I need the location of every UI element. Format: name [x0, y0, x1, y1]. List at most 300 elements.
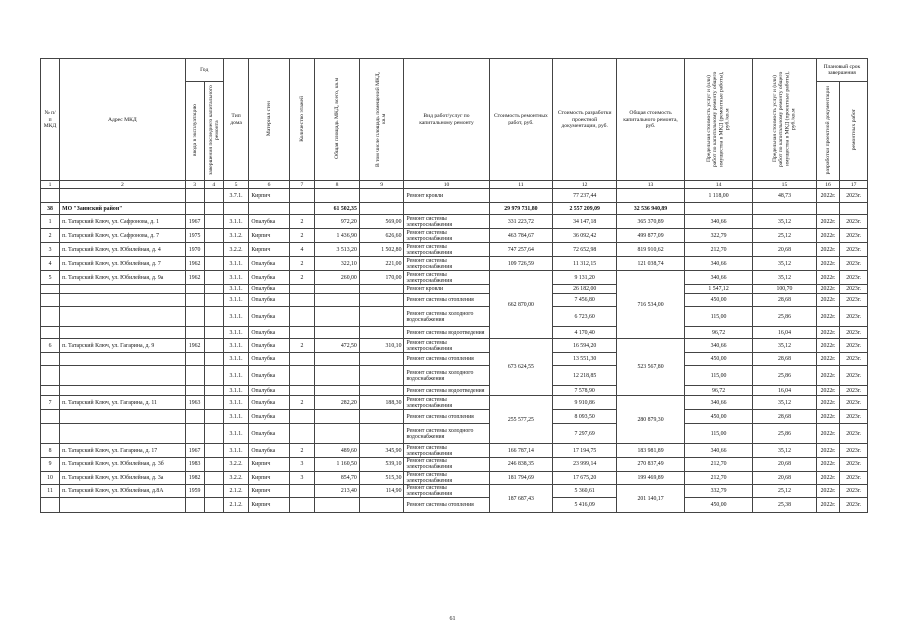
cell-work-type: Ремонт системы электроснабжения	[404, 485, 489, 498]
col-number: 10	[404, 181, 489, 189]
cell-term-design: 2022г.	[816, 485, 839, 498]
cell-design-cost: 12 218,85	[553, 366, 617, 386]
cell-walls: Кирпич	[249, 189, 289, 203]
cell-premises-area: 515,30	[359, 471, 404, 484]
cell-type: 2.1.2.	[223, 498, 249, 513]
cell-limit-design: 20,68	[753, 458, 817, 471]
cell-term-design: 2022г.	[816, 498, 839, 513]
cell-limit-repair: 340,66	[685, 271, 753, 285]
table-row	[41, 444, 868, 458]
cell-floors	[289, 424, 315, 444]
cell-work-type: Ремонт системы электроснабжения	[404, 444, 489, 458]
cell-year-repair	[204, 243, 223, 257]
cell-limit-repair: 115,00	[685, 307, 753, 327]
cell-num: 38	[41, 203, 60, 215]
cell-type: 3.1.1.	[223, 396, 249, 410]
cell-work-type: Ремонт системы отопления	[404, 353, 489, 366]
cell-floors	[289, 366, 315, 386]
cell-type: 3.1.1.	[223, 424, 249, 444]
cell-premises-area	[359, 353, 404, 366]
cell-design-cost: 72 652,98	[553, 243, 617, 257]
cell-total-cost: 499 877,09	[617, 229, 685, 243]
cell-num	[41, 498, 60, 513]
cell-term-repair	[840, 203, 868, 215]
table-row	[41, 257, 868, 271]
cell-type: 3.1.1.	[223, 307, 249, 327]
cell-limit-design: 35,12	[753, 339, 817, 353]
cell-work-cost: 747 257,64	[489, 243, 553, 257]
cell-year-repair	[204, 215, 223, 229]
cell-work-type	[404, 203, 489, 215]
cell-year-built: 1982	[185, 471, 204, 484]
header-term-repair: ремонтных работ	[850, 109, 857, 151]
cell-year-built	[185, 285, 204, 294]
cell-type: 3.1.1.	[223, 366, 249, 386]
cell-term-repair: 2023г.	[840, 444, 868, 458]
header-limit-repair: Предельная стоимость услуг и (или) работ по капитальному ремонту общего имущества в МКД (ремонтные работы), руб./кв.м	[706, 70, 731, 167]
cell-limit-repair: 340,66	[685, 396, 753, 410]
cell-term-design: 2022г.	[816, 353, 839, 366]
cell-work-cost: 331 223,72	[489, 215, 553, 229]
table-row	[41, 327, 868, 339]
cell-limit-design: 28,68	[753, 410, 817, 424]
cell-year-built	[185, 386, 204, 396]
cell-term-repair: 2023г.	[840, 339, 868, 353]
col-number: 16	[816, 181, 839, 189]
cell-type: 2.1.2.	[223, 485, 249, 498]
cell-walls: Опалубка	[249, 215, 289, 229]
cell-floors: 2	[289, 215, 315, 229]
cell-floors: 2	[289, 396, 315, 410]
cell-num: 6	[41, 339, 60, 353]
cell-walls: Опалубка	[249, 353, 289, 366]
cell-design-cost: 7 456,80	[553, 294, 617, 307]
cell-work-cost: 463 784,67	[489, 229, 553, 243]
cell-year-built	[185, 307, 204, 327]
cell-walls: Опалубка	[249, 257, 289, 271]
cell-year-built: 1963	[185, 396, 204, 410]
cell-address: п. Татарский Ключ, ул. Юбилейная, д. 7	[60, 257, 185, 271]
cell-limit-repair: 96,72	[685, 327, 753, 339]
cell-year-built	[185, 498, 204, 513]
cell-year-repair	[204, 271, 223, 285]
cell-term-design: 2022г.	[816, 366, 839, 386]
cell-total-area	[315, 353, 360, 366]
table-row	[41, 189, 868, 203]
cell-total-area: 213,40	[315, 485, 360, 498]
cell-total-cost: 199 469,89	[617, 471, 685, 484]
cell-num	[41, 294, 60, 307]
cell-limit-design: 25,38	[753, 498, 817, 513]
cell-floors: 3	[289, 471, 315, 484]
cell-premises-area	[359, 203, 404, 215]
cell-num	[41, 366, 60, 386]
cell-work-type: Ремонт системы отопления	[404, 498, 489, 513]
cell-limit-repair: 212,70	[685, 458, 753, 471]
header-walls: Материал стен	[265, 100, 272, 137]
cell-address	[60, 353, 185, 366]
cell-floors: 3	[289, 458, 315, 471]
cell-premises-area: 170,00	[359, 271, 404, 285]
cell-walls	[249, 203, 289, 215]
cell-limit-design: 25,86	[753, 424, 817, 444]
cell-term-repair: 2023г.	[840, 327, 868, 339]
cell-type: 3.1.1.	[223, 271, 249, 285]
cell-design-cost: 77 237,44	[553, 189, 617, 203]
cell-design-cost: 11 312,15	[553, 257, 617, 271]
cell-design-cost: 36 092,42	[553, 229, 617, 243]
cell-limit-design: 20,68	[753, 243, 817, 257]
col-number: 5	[223, 181, 249, 189]
cell-floors	[289, 386, 315, 396]
cell-design-cost: 17 675,20	[553, 471, 617, 484]
cell-total-cost: 365 370,89	[617, 215, 685, 229]
cell-design-cost: 5 416,09	[553, 498, 617, 513]
cell-total-area: 260,00	[315, 271, 360, 285]
cell-year-repair	[204, 257, 223, 271]
cell-total-cost: 183 981,89	[617, 444, 685, 458]
cell-term-repair: 2023г.	[840, 458, 868, 471]
cell-term-repair: 2023г.	[840, 271, 868, 285]
cell-work-type: Ремонт кровли	[404, 189, 489, 203]
cell-floors: 2	[289, 229, 315, 243]
cell-premises-area: 539,10	[359, 458, 404, 471]
cell-address: п. Татарский Ключ, ул. Юбилейная, д.8А	[60, 485, 185, 498]
cell-work-type: Ремонт системы отопления	[404, 410, 489, 424]
repair-register-table	[40, 58, 868, 513]
cell-limit-design: 35,12	[753, 444, 817, 458]
cell-type: 3.1.1.	[223, 410, 249, 424]
cell-address	[60, 386, 185, 396]
cell-num	[41, 353, 60, 366]
cell-term-design: 2022г.	[816, 386, 839, 396]
cell-design-cost: 9 910,86	[553, 396, 617, 410]
cell-design-cost: 34 147,18	[553, 215, 617, 229]
cell-type: 3.2.2.	[223, 458, 249, 471]
cell-year-repair	[204, 485, 223, 498]
cell-address	[60, 307, 185, 327]
register-body	[41, 189, 868, 513]
cell-num: 10	[41, 471, 60, 484]
header-work-type: Вид работ/услуг по капитальному ремонту	[404, 59, 489, 181]
cell-limit-repair: 115,00	[685, 366, 753, 386]
header-row-top	[41, 59, 868, 82]
cell-walls: Кирпич	[249, 458, 289, 471]
cell-limit-repair: 340,66	[685, 215, 753, 229]
cell-term-repair: 2023г.	[840, 243, 868, 257]
cell-limit-design: 20,68	[753, 471, 817, 484]
cell-address: п. Татарский Ключ, ул. Сафронова, д. 7	[60, 229, 185, 243]
cell-work-cost: 187 687,43	[489, 485, 553, 513]
cell-address	[60, 189, 185, 203]
cell-total-area: 472,50	[315, 339, 360, 353]
cell-num: 8	[41, 444, 60, 458]
cell-year-repair	[204, 353, 223, 366]
col-number: 3	[185, 181, 204, 189]
cell-term-design: 2022г.	[816, 189, 839, 203]
cell-address: п. Татарский Ключ, ул. Гагарина, д. 11	[60, 396, 185, 410]
cell-work-cost: 109 726,59	[489, 257, 553, 271]
cell-total-area: 972,20	[315, 215, 360, 229]
table-row	[41, 485, 868, 498]
table-row	[41, 498, 868, 513]
cell-premises-area	[359, 498, 404, 513]
header-last-repair: завершения последнего капитального ремонта	[207, 85, 220, 175]
cell-address: п. Татарский Ключ, ул. Юбилейная, д. 4	[60, 243, 185, 257]
cell-work-cost: 181 794,69	[489, 471, 553, 484]
header-work-cost: Стоимость ремонтных работ, руб.	[489, 59, 553, 181]
cell-floors	[289, 498, 315, 513]
cell-year-built: 1962	[185, 271, 204, 285]
cell-walls: Опалубка	[249, 396, 289, 410]
cell-type: 3.2.2.	[223, 243, 249, 257]
cell-walls: Опалубка	[249, 424, 289, 444]
cell-term-repair: 2023г.	[840, 307, 868, 327]
cell-total-area	[315, 498, 360, 513]
cell-premises-area	[359, 307, 404, 327]
header-premises-area: В том числе площадь помещений МКД, кв.м	[375, 70, 388, 167]
cell-term-repair: 2023г.	[840, 471, 868, 484]
cell-total-area	[315, 366, 360, 386]
cell-year-built	[185, 353, 204, 366]
cell-type: 3.1.1.	[223, 353, 249, 366]
cell-premises-area: 1 502,80	[359, 243, 404, 257]
cell-work-type: Ремонт системы электроснабжения	[404, 458, 489, 471]
cell-walls: Кирпич	[249, 485, 289, 498]
cell-num: 3	[41, 243, 60, 257]
cell-limit-repair: 115,00	[685, 424, 753, 444]
table-row	[41, 410, 868, 424]
cell-work-type: Ремонт кровли	[404, 285, 489, 294]
cell-limit-design: 25,12	[753, 229, 817, 243]
cell-floors: 4	[289, 243, 315, 257]
cell-term-design: 2022г.	[816, 424, 839, 444]
cell-work-type: Ремонт системы электроснабжения	[404, 339, 489, 353]
cell-work-type: Ремонт системы холодного водоснабжения	[404, 424, 489, 444]
cell-floors: 2	[289, 257, 315, 271]
cell-floors	[289, 203, 315, 215]
cell-work-type: Ремонт системы электроснабжения	[404, 271, 489, 285]
cell-design-cost: 23 999,14	[553, 458, 617, 471]
cell-total-area: 61 502,35	[315, 203, 360, 215]
cell-total-area: 322,10	[315, 257, 360, 271]
cell-work-type: Ремонт системы отопления	[404, 294, 489, 307]
cell-num	[41, 424, 60, 444]
cell-year-built	[185, 424, 204, 444]
table-row	[41, 386, 868, 396]
cell-year-repair	[204, 229, 223, 243]
cell-term-design: 2022г.	[816, 327, 839, 339]
cell-year-repair	[204, 444, 223, 458]
cell-limit-design: 28,68	[753, 353, 817, 366]
cell-floors	[289, 294, 315, 307]
cell-address: п. Татарский Ключ, ул. Юбилейная, д. 3а	[60, 471, 185, 484]
register-sheet	[40, 58, 868, 513]
cell-term-design: 2022г.	[816, 410, 839, 424]
cell-work-cost: 662 870,00	[489, 271, 553, 339]
header-limit-design: Предельная стоимость услуг и (или) работ по капитальному ремонту общего имущества в МКД (проектные работы), руб./кв.м	[772, 70, 797, 167]
cell-work-type: Ремонт системы водоотведения	[404, 327, 489, 339]
cell-total-area: 854,70	[315, 471, 360, 484]
col-number: 7	[289, 181, 315, 189]
cell-year-repair	[204, 471, 223, 484]
table-row	[41, 353, 868, 366]
cell-limit-repair: 212,70	[685, 471, 753, 484]
cell-type: 3.2.2.	[223, 471, 249, 484]
cell-limit-design: 35,12	[753, 396, 817, 410]
cell-work-type: Ремонт системы холодного водоснабжения	[404, 307, 489, 327]
col-number: 4	[204, 181, 223, 189]
cell-total-area	[315, 410, 360, 424]
col-number: 8	[315, 181, 360, 189]
cell-year-repair	[204, 410, 223, 424]
cell-design-cost: 7 578,90	[553, 386, 617, 396]
cell-total-cost: 201 140,17	[617, 485, 685, 513]
header-floors: Количество этажей	[298, 95, 305, 142]
header-total-cost: Общая стоимость капитального ремонта, руб.	[617, 59, 685, 181]
col-number: 15	[753, 181, 817, 189]
table-row	[41, 424, 868, 444]
cell-limit-design: 25,86	[753, 366, 817, 386]
cell-address	[60, 498, 185, 513]
cell-work-cost: 166 787,14	[489, 444, 553, 458]
cell-limit-design: 48,73	[753, 189, 817, 203]
cell-work-cost	[489, 189, 553, 203]
cell-type	[223, 203, 249, 215]
cell-year-repair	[204, 294, 223, 307]
cell-walls: Опалубка	[249, 444, 289, 458]
cell-num: 4	[41, 257, 60, 271]
col-number: 1	[41, 181, 60, 189]
cell-term-repair: 2023г.	[840, 353, 868, 366]
cell-total-area	[315, 386, 360, 396]
cell-total-area: 282,20	[315, 396, 360, 410]
cell-address	[60, 294, 185, 307]
cell-total-area	[315, 285, 360, 294]
cell-total-cost: 32 536 940,89	[617, 203, 685, 215]
col-number: 14	[685, 181, 753, 189]
cell-year-repair	[204, 307, 223, 327]
cell-floors	[289, 189, 315, 203]
cell-floors: 2	[289, 339, 315, 353]
cell-floors: 2	[289, 444, 315, 458]
cell-year-built	[185, 294, 204, 307]
cell-limit-design: 25,12	[753, 485, 817, 498]
column-numbers-row	[41, 181, 868, 189]
cell-total-area: 3 513,20	[315, 243, 360, 257]
cell-year-built: 1970	[185, 243, 204, 257]
cell-term-design: 2022г.	[816, 285, 839, 294]
cell-premises-area	[359, 327, 404, 339]
cell-type: 3.1.1.	[223, 386, 249, 396]
cell-num	[41, 327, 60, 339]
col-number: 9	[359, 181, 404, 189]
cell-address: п. Татарский Ключ, ул. Юбилейная, д. 9а	[60, 271, 185, 285]
cell-year-built: 1975	[185, 229, 204, 243]
cell-term-design: 2022г.	[816, 307, 839, 327]
cell-year-built	[185, 410, 204, 424]
cell-year-repair	[204, 366, 223, 386]
cell-term-design: 2022г.	[816, 229, 839, 243]
cell-address	[60, 285, 185, 294]
table-row	[41, 307, 868, 327]
cell-limit-repair: 1 118,00	[685, 189, 753, 203]
cell-address	[60, 424, 185, 444]
cell-year-built: 1959	[185, 485, 204, 498]
cell-limit-design: 35,12	[753, 257, 817, 271]
cell-limit-repair: 340,66	[685, 257, 753, 271]
cell-term-repair: 2023г.	[840, 189, 868, 203]
cell-premises-area: 221,00	[359, 257, 404, 271]
cell-work-type: Ремонт системы электроснабжения	[404, 243, 489, 257]
col-number: 17	[840, 181, 868, 189]
cell-term-design: 2022г.	[816, 271, 839, 285]
cell-term-design: 2022г.	[816, 444, 839, 458]
table-row	[41, 366, 868, 386]
cell-term-repair: 2023г.	[840, 485, 868, 498]
cell-limit-design: 25,86	[753, 307, 817, 327]
cell-walls: Опалубка	[249, 307, 289, 327]
cell-address	[60, 410, 185, 424]
cell-total-cost: 270 837,49	[617, 458, 685, 471]
cell-term-repair: 2023г.	[840, 386, 868, 396]
cell-design-cost: 5 360,61	[553, 485, 617, 498]
cell-type: 3.1.1.	[223, 285, 249, 294]
header-address: Адрес МКД	[60, 59, 185, 181]
cell-premises-area: 310,10	[359, 339, 404, 353]
cell-work-type: Ремонт системы водоотведения	[404, 386, 489, 396]
table-row	[41, 396, 868, 410]
cell-term-repair: 2023г.	[840, 294, 868, 307]
cell-floors: 2	[289, 271, 315, 285]
cell-year-repair	[204, 285, 223, 294]
header-term-group: Плановый срок завершения	[816, 59, 867, 82]
cell-total-area: 1 436,90	[315, 229, 360, 243]
cell-limit-design: 28,68	[753, 294, 817, 307]
cell-address: п. Татарский Ключ, ул. Сафронова, д. 1	[60, 215, 185, 229]
cell-term-repair: 2023г.	[840, 498, 868, 513]
cell-type: 3.1.1.	[223, 257, 249, 271]
cell-num	[41, 410, 60, 424]
cell-term-design: 2022г.	[816, 294, 839, 307]
cell-year-repair	[204, 339, 223, 353]
cell-year-repair	[204, 386, 223, 396]
header-type: Тип дома	[223, 59, 249, 181]
cell-design-cost: 17 194,75	[553, 444, 617, 458]
cell-premises-area: 114,90	[359, 485, 404, 498]
cell-work-type: Ремонт системы электроснабжения	[404, 229, 489, 243]
cell-total-cost: 280 879,30	[617, 396, 685, 444]
cell-total-cost: 523 567,80	[617, 339, 685, 396]
cell-limit-repair	[685, 203, 753, 215]
cell-limit-repair: 450,00	[685, 498, 753, 513]
cell-address	[60, 327, 185, 339]
cell-term-design: 2022г.	[816, 471, 839, 484]
cell-premises-area: 626,60	[359, 229, 404, 243]
header-design-cost: Стоимость разработки проектной документации, руб.	[553, 59, 617, 181]
table-row	[41, 229, 868, 243]
col-number: 6	[249, 181, 289, 189]
cell-year-repair	[204, 424, 223, 444]
cell-term-repair: 2023г.	[840, 396, 868, 410]
cell-limit-repair: 450,00	[685, 353, 753, 366]
cell-work-cost: 255 577,25	[489, 396, 553, 444]
cell-limit-repair: 340,66	[685, 444, 753, 458]
cell-num: 11	[41, 485, 60, 498]
cell-total-area	[315, 327, 360, 339]
cell-term-design: 2022г.	[816, 339, 839, 353]
cell-num: 5	[41, 271, 60, 285]
